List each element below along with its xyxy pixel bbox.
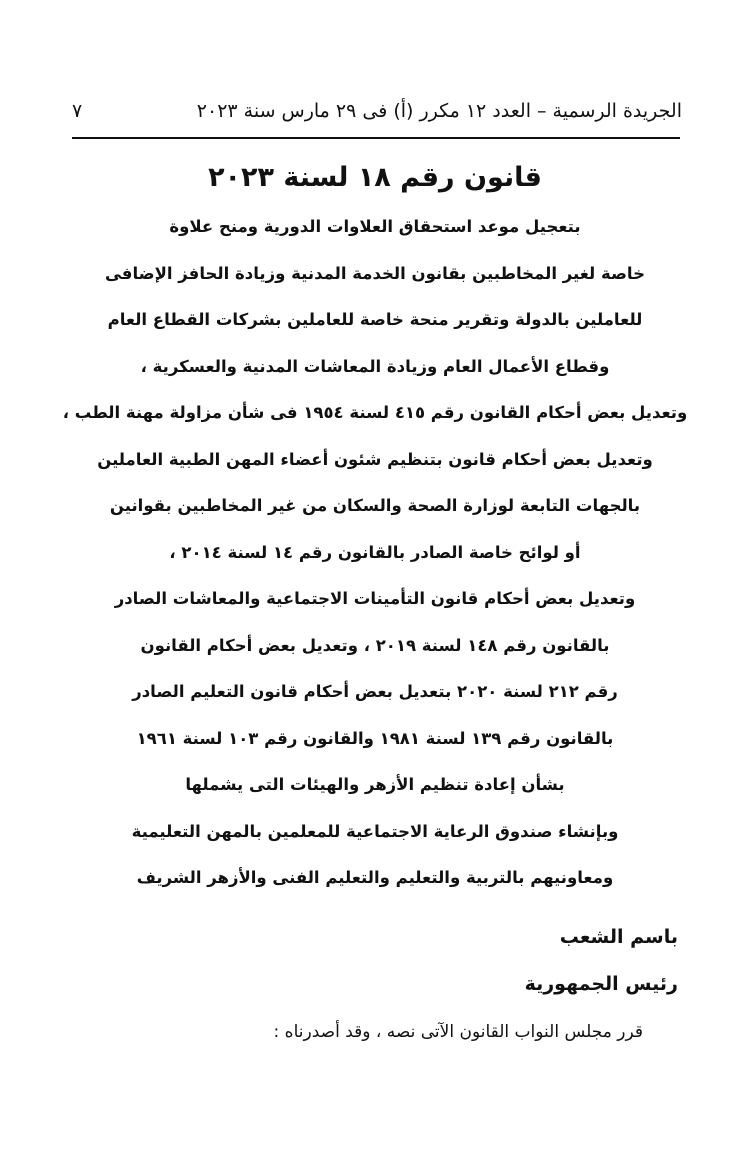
preamble-line: وقطاع الأعمال العام وزيادة المعاشات المدنية والعسكرية ، [140,356,610,376]
preamble-line: رقم ٢١٢ لسنة ٢٠٢٠ بتعديل بعض أحكام قانون التعليم الصادر [132,682,618,701]
gazette-header-title: الجريدة الرسمية – العدد ١٢ مكرر (أ) فى ٢٩ مارس سنة ٢٠٢٣ [196,100,682,122]
in-the-name-of-people-heading: باسم الشعب [559,926,678,948]
preamble-line: بتعجيل موعد استحقاق العلاوات الدورية ومنح علاوة [169,217,581,236]
preamble-line: وتعديل بعض أحكام قانون بتنظيم شئون أعضاء المهن الطبية العاملين [97,449,653,469]
preamble-line: أو لوائح خاصة الصادر بالقانون رقم ١٤ لسنة ٢٠١٤ ، [169,542,581,562]
law-title: قانون رقم ١٨ لسنة ٢٠٢٣ [208,162,542,193]
preamble-line: وتعديل بعض أحكام القانون رقم ٤١٥ لسنة ١٩٥٤ فى شأن مزاولة مهنة الطب ، [62,403,688,422]
enactment-clause: قرر مجلس النواب القانون الآتى نصه ، وقد أصدرناه : [273,1022,643,1042]
preamble-line: وتعديل بعض أحكام قانون التأمينات الاجتماعية والمعاشات الصادر [114,589,636,608]
preamble-line: خاصة لغير المخاطبين بقانون الخدمة المدنية وزيادة الحافز الإضافى [104,263,646,283]
preamble-line: بشأن إعادة تنظيم الأزهر والهيئات التى يشملها [185,775,565,794]
page-number: ٧ [72,100,83,122]
preamble-line: بالقانون رقم ١٣٩ لسنة ١٩٨١ والقانون رقم ١٠٣ لسنة ١٩٦١ [136,728,614,748]
preamble-line: بالجهات التابعة لوزارة الصحة والسكان من غير المخاطبين بقوانين [109,496,641,515]
preamble-line: ومعاونيهم بالتربية والتعليم والتعليم الفنى والأزهر الشريف [136,868,614,887]
header-divider [72,137,680,139]
preamble-line: وبإنشاء صندوق الرعاية الاجتماعية للمعلمين بالمهن التعليمية [131,821,619,841]
preamble-line: للعاملين بالدولة وتقرير منحة خاصة للعاملين بشركات القطاع العام [107,310,643,329]
president-heading: رئيس الجمهورية [524,973,678,995]
page-header [72,96,682,136]
law-preamble [60,213,690,911]
preamble-line: بالقانون رقم ١٤٨ لسنة ٢٠١٩ ، وتعديل بعض أحكام القانون [140,635,610,655]
